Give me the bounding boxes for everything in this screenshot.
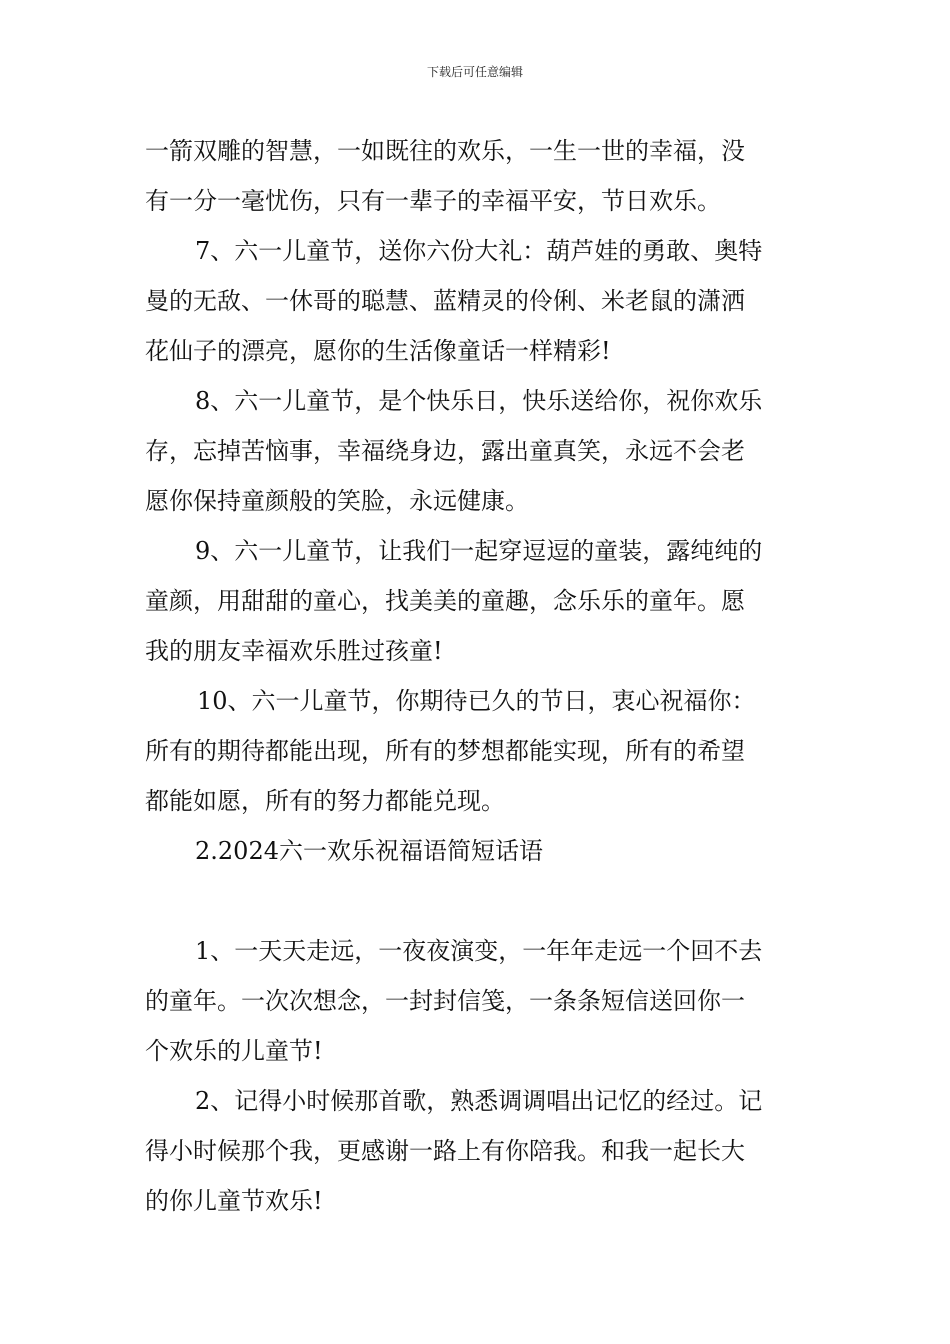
text-line: 得小时候那个我，更感谢一路上有你陪我。和我一起长大	[145, 1137, 745, 1165]
text-line-item-10: 10、六一儿童节，你期待已久的节日，衷心祝福你：	[197, 687, 756, 715]
text-line-item-8: 8、六一儿童节，是个快乐日，快乐送给你，祝你欢乐	[195, 387, 763, 415]
text-line: 有一分一毫忧伤，只有一辈子的幸福平安，节日欢乐。	[145, 187, 721, 215]
text-line: 所有的期待都能出现，所有的梦想都能实现，所有的希望	[145, 737, 745, 765]
text-line-item-2: 2、记得小时候那首歌，熟悉调调唱出记忆的经过。记	[195, 1087, 763, 1115]
text-line: 的你儿童节欢乐!	[145, 1187, 323, 1215]
section-heading: 2.2024六一欢乐祝福语简短话语	[195, 837, 543, 865]
page-header-watermark: 下载后可任意编辑	[426, 65, 523, 79]
document-body	[145, 126, 810, 1226]
text-line: 愿你保持童颜般的笑脸，永远健康。	[145, 487, 529, 515]
text-line-item-9: 9、六一儿童节，让我们一起穿逗逗的童装，露纯纯的	[195, 537, 763, 565]
text-line: 曼的无敌、一休哥的聪慧、蓝精灵的伶俐、米老鼠的潇洒	[145, 287, 745, 315]
text-line: 一箭双雕的智慧，一如既往的欢乐，一生一世的幸福，没	[145, 137, 745, 165]
text-line-item-1: 1、一天天走远，一夜夜演变，一年年走远一个回不去	[195, 937, 763, 965]
text-line-item-7: 7、六一儿童节，送你六份大礼：葫芦娃的勇敢、奥特	[195, 237, 763, 265]
text-line: 我的朋友幸福欢乐胜过孩童!	[145, 637, 443, 665]
text-line: 存，忘掉苦恼事，幸福绕身边，露出童真笑，永远不会老	[145, 437, 745, 465]
text-line: 童颜，用甜甜的童心，找美美的童趣，念乐乐的童年。愿	[145, 587, 745, 615]
text-line: 都能如愿，所有的努力都能兑现。	[145, 787, 505, 815]
text-line: 花仙子的漂亮，愿你的生活像童话一样精彩!	[145, 337, 611, 365]
text-line: 个欢乐的儿童节!	[145, 1037, 323, 1065]
text-line: 的童年。一次次想念，一封封信笺，一条条短信送回你一	[145, 987, 745, 1015]
section-spacer	[145, 876, 810, 926]
